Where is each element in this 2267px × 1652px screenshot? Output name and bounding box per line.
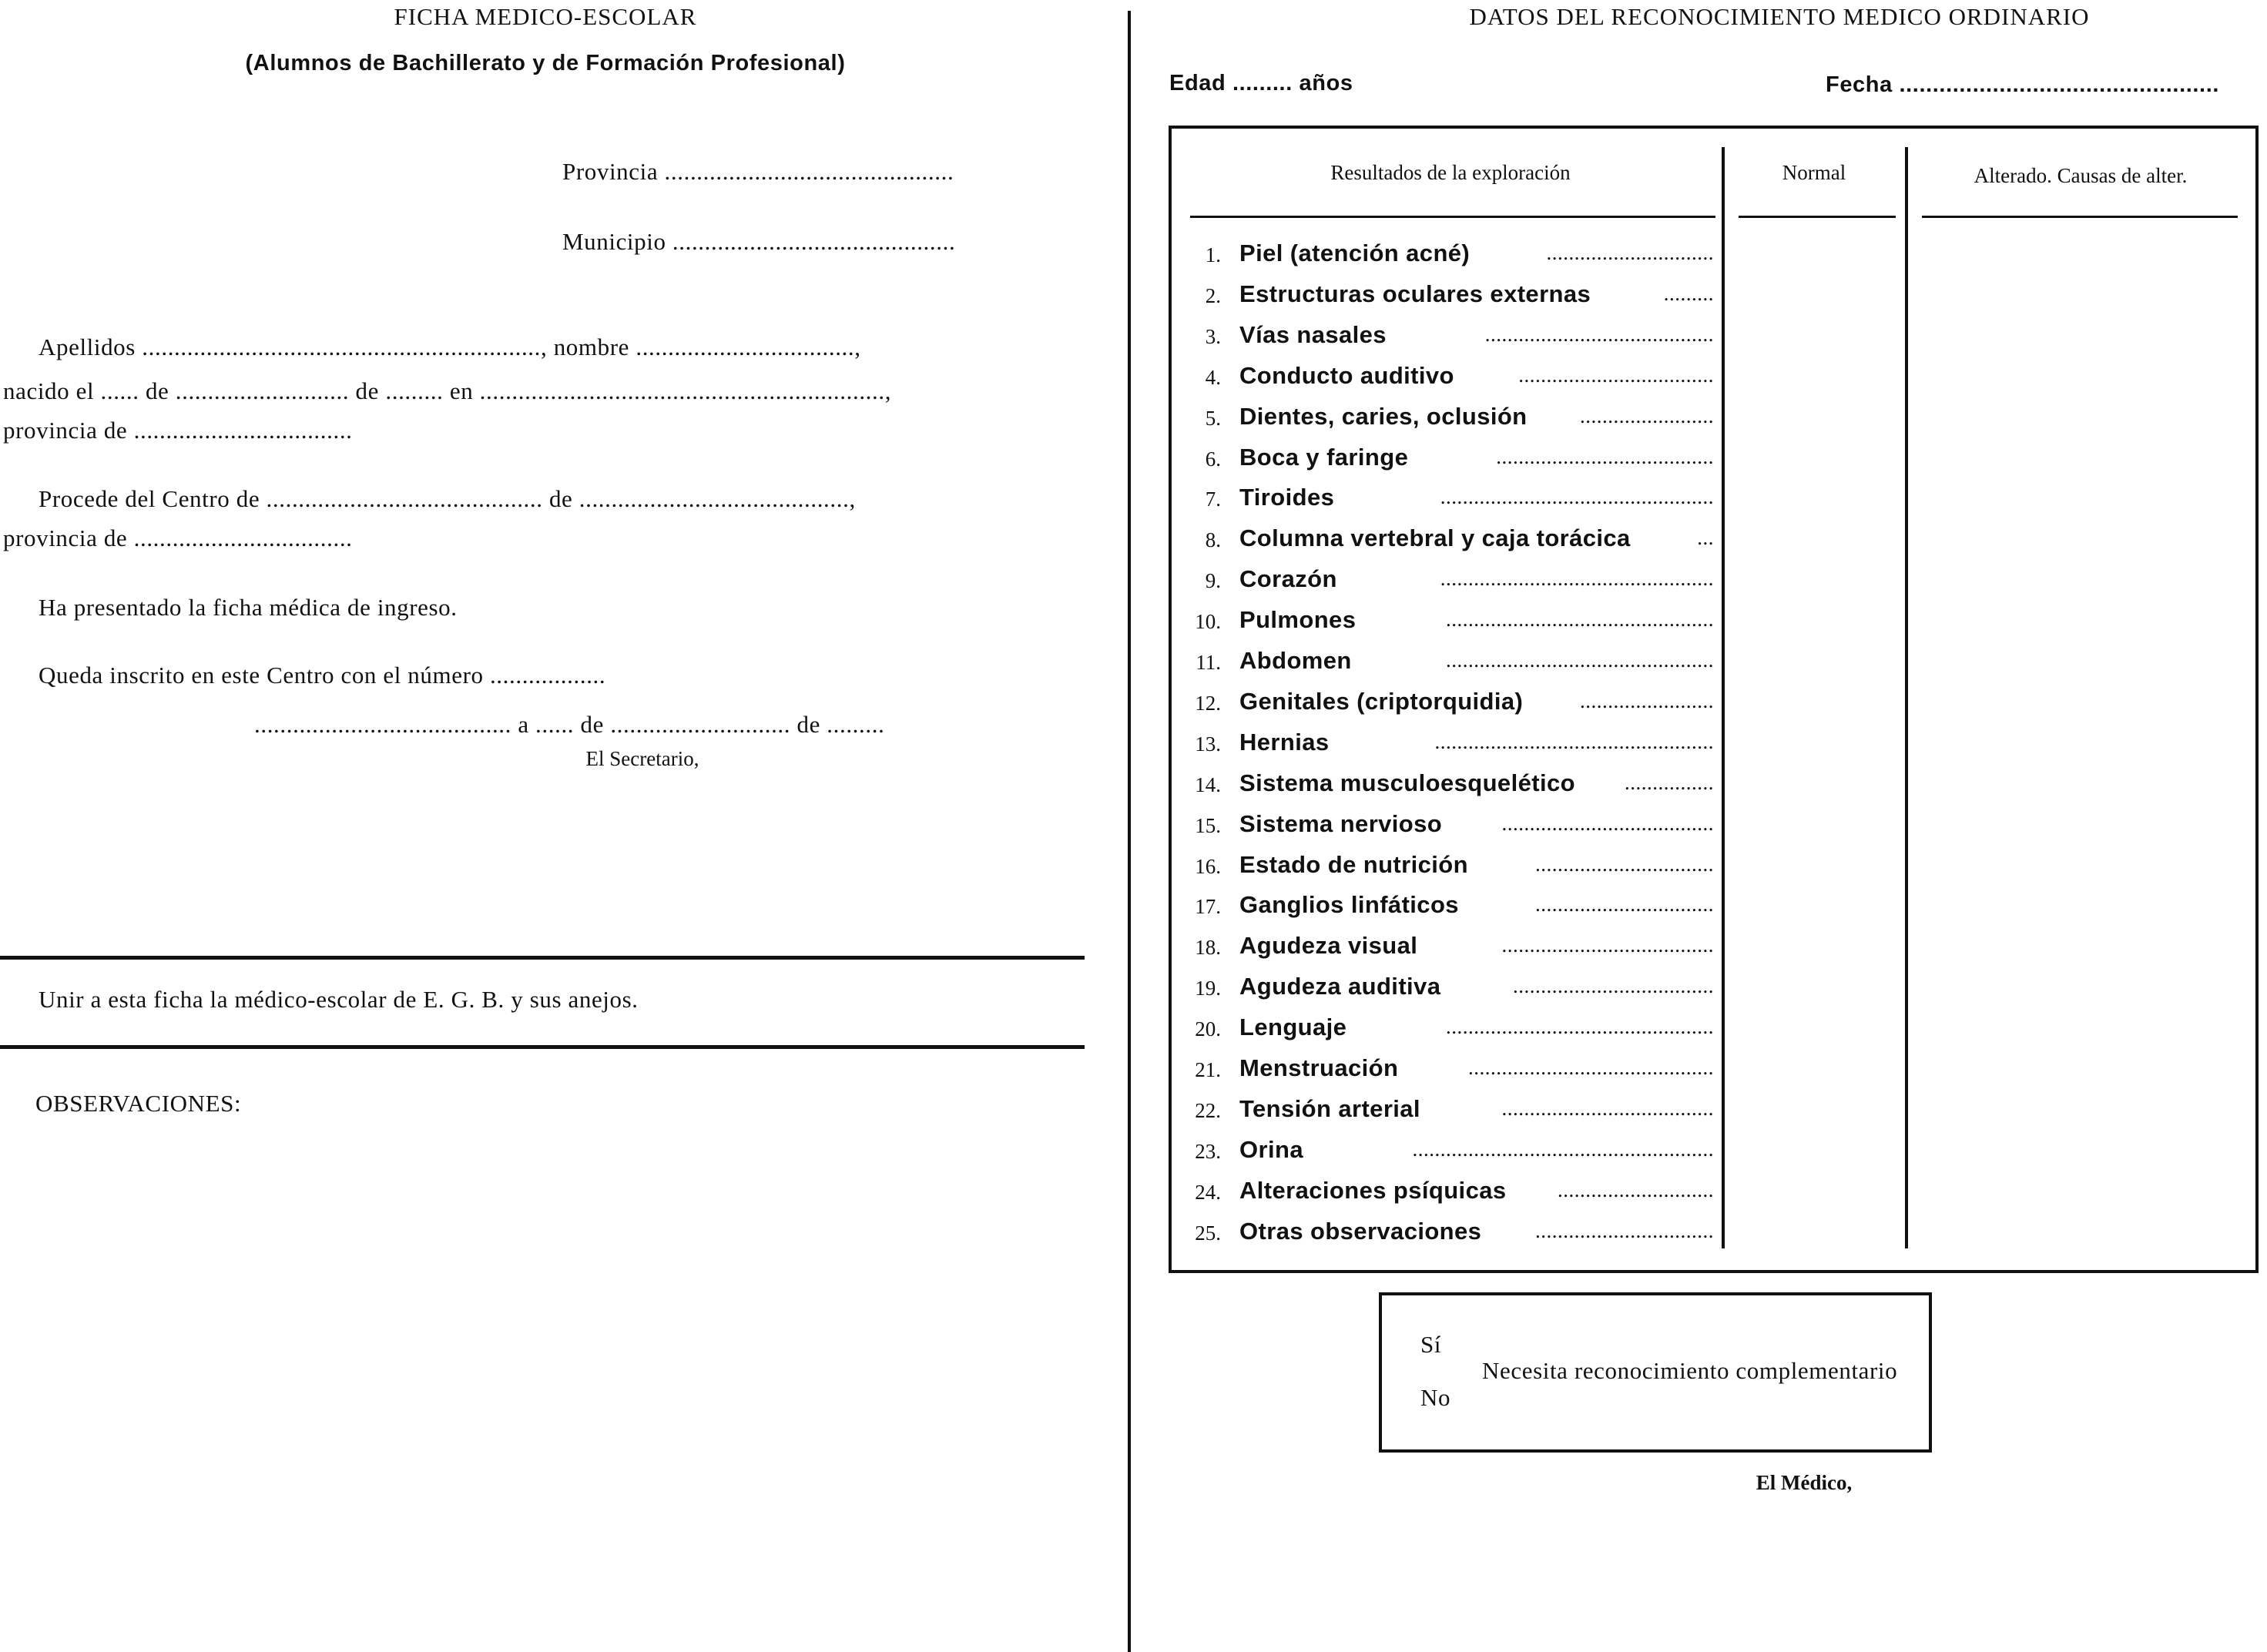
exam-item-number: 11. <box>1196 651 1221 674</box>
column-divider-normal <box>1722 147 1725 1248</box>
exam-item-number: 5. <box>1205 406 1221 430</box>
exam-item-label: Pulmones <box>1239 606 1357 634</box>
form-title: FICHA MEDICO-ESCOLAR <box>394 3 697 30</box>
exam-item-dots[interactable]: ...................................................... <box>1412 1137 1714 1161</box>
form-subtitle: (Alumnos de Bachillerato y de Formación Profesional) <box>245 51 846 75</box>
exam-item-number: 3. <box>1205 324 1221 348</box>
exam-item-number: 1. <box>1205 243 1221 266</box>
exam-item-number: 23. <box>1195 1139 1221 1163</box>
exam-item-row <box>1185 362 1717 400</box>
exam-item-row <box>1185 932 1717 970</box>
exam-item-dots[interactable]: ................ <box>1625 770 1714 794</box>
exam-item-row <box>1185 647 1717 685</box>
exam-item-dots[interactable]: ................................................. <box>1440 485 1714 509</box>
exam-item-number: 4. <box>1205 365 1221 389</box>
exam-item-label: Corazón <box>1239 565 1337 593</box>
exam-item-dots[interactable]: ...................................... <box>1501 1096 1714 1120</box>
exam-item-dots[interactable]: .............................. <box>1546 241 1714 264</box>
header-underline-alterado <box>1922 216 2238 218</box>
numero-inscripcion-field[interactable]: Queda inscrito en este Centro con el número .................. <box>39 662 606 689</box>
exam-item-number: 15. <box>1195 813 1221 837</box>
si-option[interactable]: Sí <box>1420 1331 1442 1358</box>
exam-item-number: 8. <box>1205 528 1221 552</box>
exam-item-label: Abdomen <box>1239 647 1352 674</box>
exam-item-row <box>1185 1095 1717 1134</box>
complementary-exam-box <box>1379 1292 1932 1453</box>
exam-results-table <box>1169 126 2259 1273</box>
provincia-nacimiento-field[interactable]: provincia de .................................. <box>3 417 353 444</box>
exam-item-row <box>1185 891 1717 930</box>
exam-item-row <box>1185 321 1717 360</box>
exam-item-label: Genitales (criptorquidia) <box>1239 687 1524 715</box>
header-underline-resultados <box>1190 216 1715 218</box>
exam-item-row <box>1185 851 1717 890</box>
header-alterado: Alterado. Causas de alter. <box>1974 164 2188 187</box>
edad-field[interactable]: Edad ......... años <box>1169 71 1353 96</box>
exam-item-label: Agudeza auditiva <box>1239 973 1441 1000</box>
observaciones-heading: OBSERVACIONES: <box>35 1090 242 1117</box>
exam-item-number: 19. <box>1195 977 1221 1000</box>
exam-item-row <box>1185 606 1717 645</box>
exam-item-number: 16. <box>1195 854 1221 878</box>
exam-item-number: 17. <box>1195 895 1221 919</box>
exam-item-number: 14. <box>1195 772 1221 796</box>
header-normal: Normal <box>1782 161 1846 184</box>
exam-item-row <box>1185 769 1717 808</box>
exam-item-dots[interactable]: .................................................. <box>1434 729 1714 753</box>
exam-item-label: Alteraciones psíquicas <box>1239 1176 1507 1204</box>
exam-item-label: Estructuras oculares externas <box>1239 280 1591 307</box>
exam-item-number: 12. <box>1195 691 1221 715</box>
exam-item-label: Columna vertebral y caja torácica <box>1239 524 1631 552</box>
secretario-signature-label: El Secretario, <box>585 747 699 770</box>
exam-item-label: Sistema musculoesquelético <box>1239 769 1575 796</box>
top-divider <box>0 956 1085 960</box>
bottom-divider <box>0 1045 1085 1049</box>
exam-item-number: 20. <box>1195 1017 1221 1041</box>
provincia-centro-field[interactable]: provincia de .................................. <box>3 524 353 551</box>
necesita-reconocimiento-label: Necesita reconocimiento complementario <box>1482 1357 1898 1384</box>
ficha-ingreso-text: Ha presentado la ficha médica de ingreso. <box>39 594 458 621</box>
exam-item-label: Sistema nervioso <box>1239 809 1443 837</box>
unir-ficha-note: Unir a esta ficha la médico-escolar de E. G. B. y sus anejos. <box>39 986 639 1013</box>
exam-item-row <box>1185 484 1717 522</box>
exam-item-number: 21. <box>1195 1058 1221 1081</box>
exam-item-row <box>1185 973 1717 1011</box>
exam-item-dots[interactable]: ................................................. <box>1440 567 1714 591</box>
exam-item-dots[interactable]: ................................ <box>1535 852 1714 876</box>
exam-item-row <box>1185 1054 1717 1093</box>
municipio-field[interactable]: Municipio ............................................ <box>562 228 956 255</box>
exam-item-number: 24. <box>1195 1180 1221 1204</box>
exam-item-row <box>1185 1014 1717 1052</box>
exam-item-dots[interactable]: ................................ <box>1535 1218 1714 1242</box>
lugar-fecha-field[interactable]: ........................................ a ...... de ............................ de ......... <box>254 711 885 738</box>
exam-item-dots[interactable]: ................................ <box>1535 893 1714 916</box>
exam-item-row <box>1185 1177 1717 1215</box>
exam-item-row <box>1185 565 1717 604</box>
exam-item-row <box>1185 280 1717 319</box>
centro-procedencia-field[interactable]: Procede del Centro de ........................................... de .........................................., <box>39 485 856 512</box>
exam-item-row <box>1185 810 1717 849</box>
exam-item-dots[interactable]: ............................................ <box>1468 1056 1714 1079</box>
exam-item-dots[interactable]: ......... <box>1663 281 1714 305</box>
exam-item-dots[interactable]: ................................................ <box>1446 648 1714 672</box>
exam-item-number: 7. <box>1205 488 1221 511</box>
exam-item-number: 6. <box>1205 447 1221 471</box>
exam-item-row <box>1185 729 1717 767</box>
exam-item-label: Tensión arterial <box>1239 1094 1420 1122</box>
exam-item-label: Dientes, caries, oclusión <box>1239 402 1528 430</box>
exam-item-number: 13. <box>1195 732 1221 756</box>
exam-item-label: Orina <box>1239 1135 1303 1163</box>
apellidos-nombre-field[interactable]: Apellidos .............................................................., nombre .................................., <box>39 333 861 360</box>
exam-item-row <box>1185 403 1717 441</box>
exam-item-row <box>1185 688 1717 726</box>
exam-item-label: Tiroides <box>1239 484 1335 511</box>
exam-item-dots[interactable]: ......................................... <box>1484 322 1714 346</box>
provincia-field[interactable]: Provincia ............................................. <box>562 158 954 185</box>
exam-item-label: Menstruación <box>1239 1054 1399 1081</box>
exam-item-number: 22. <box>1195 1098 1221 1122</box>
header-underline-normal <box>1739 216 1896 218</box>
exam-item-label: Lenguaje <box>1239 1014 1347 1041</box>
exam-item-label: Agudeza visual <box>1239 932 1418 960</box>
exam-item-number: 9. <box>1205 569 1221 593</box>
exam-item-row <box>1185 444 1717 482</box>
exam-item-dots[interactable]: ........................ <box>1580 404 1714 427</box>
header-resultados: Resultados de la exploración <box>1330 161 1571 184</box>
exam-item-label: Otras observaciones <box>1239 1217 1482 1245</box>
exam-item-dots[interactable]: ............................ <box>1558 1178 1714 1201</box>
exam-item-number: 2. <box>1205 283 1221 307</box>
exam-item-dots[interactable]: ................................................ <box>1446 608 1714 632</box>
medico-signature-label: El Médico, <box>1756 1471 1853 1494</box>
fecha-field[interactable]: Fecha ................................................ <box>1826 72 2220 97</box>
column-divider-alterado <box>1905 147 1908 1248</box>
page-fold-line <box>1128 11 1131 1652</box>
exam-item-dots[interactable]: ....................................... <box>1496 444 1714 468</box>
exam-item-row <box>1185 240 1717 278</box>
exam-item-label: Piel (atención acné) <box>1239 240 1471 266</box>
exam-item-label: Conducto auditivo <box>1239 361 1454 389</box>
exam-item-label: Vías nasales <box>1239 320 1387 348</box>
exam-item-number: 10. <box>1195 610 1221 634</box>
exam-item-dots[interactable]: ...................................... <box>1501 933 1714 957</box>
nacimiento-field[interactable]: nacido el ...... de ........................... de ......... en ..............................................................., <box>3 377 892 404</box>
no-option[interactable]: No <box>1420 1384 1451 1411</box>
exam-item-label: Ganglios linfáticos <box>1239 891 1459 919</box>
exam-item-label: Estado de nutrición <box>1239 850 1468 878</box>
exam-item-dots[interactable]: ...................................... <box>1501 811 1714 835</box>
exam-item-number: 18. <box>1195 936 1221 960</box>
exam-item-number: 25. <box>1195 1221 1221 1245</box>
exam-item-dots[interactable]: ................................... <box>1518 363 1714 387</box>
exam-item-label: Hernias <box>1239 728 1330 756</box>
exam-item-row <box>1185 524 1717 563</box>
exam-item-dots[interactable]: ........................ <box>1580 689 1714 712</box>
exam-item-dots[interactable]: ................................................ <box>1446 1015 1714 1039</box>
exam-item-dots[interactable]: .................................... <box>1513 974 1714 998</box>
exam-item-row <box>1185 1136 1717 1174</box>
exam-title: DATOS DEL RECONOCIMIENTO MEDICO ORDINARIO <box>1469 3 2090 30</box>
exam-item-row <box>1185 1218 1717 1256</box>
exam-item-dots[interactable]: ... <box>1697 526 1714 550</box>
exam-item-label: Boca y faringe <box>1239 443 1409 471</box>
